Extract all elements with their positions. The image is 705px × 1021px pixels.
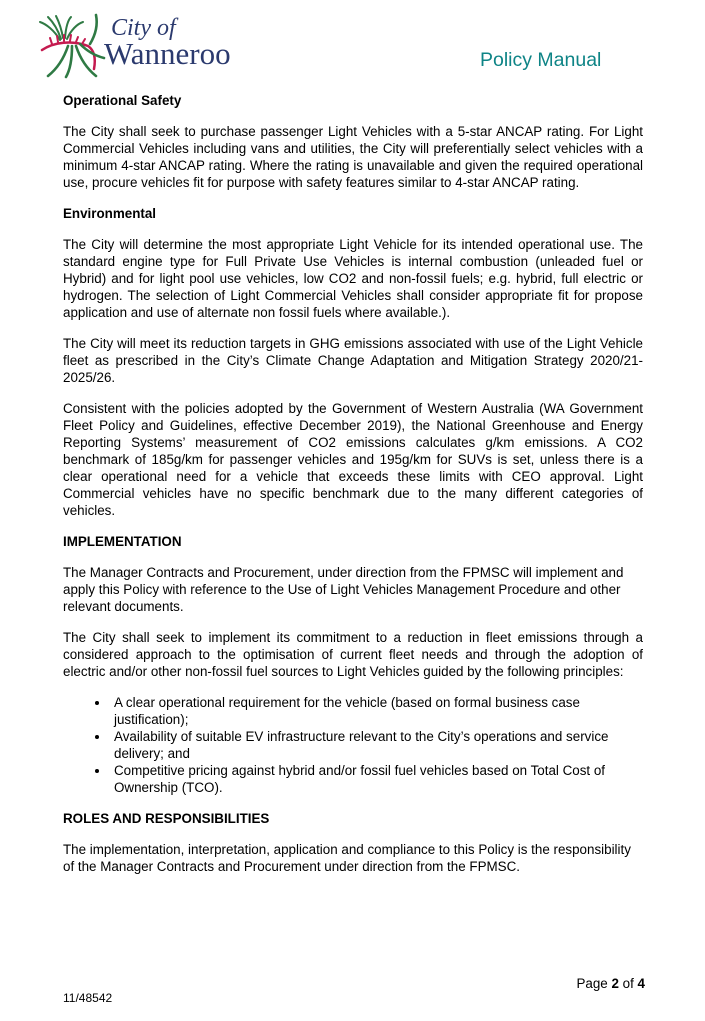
section-heading: IMPLEMENTATION — [63, 534, 182, 549]
page-label: Page — [576, 976, 608, 991]
section-heading: Environmental — [63, 206, 157, 221]
of-label: of — [622, 976, 634, 991]
paragraph: The implementation, interpretation, application and compliance to this Policy is the responsibility of the Manager Contracts and Procurement under direction from the FPMSC. — [63, 842, 631, 874]
paragraph: The City shall seek to implement its commitment to a reduction in fleet emissions through a considered approach to the optimisation of current fleet needs and through the adoption of electric and/or other non-fossil fuel sources to Light Vehicles guided by the following principles: — [63, 630, 643, 679]
logo-city-of: City of — [111, 15, 176, 41]
page-number — [63, 975, 645, 992]
logo-wanneroo: Wanneroo — [104, 36, 231, 71]
document-title: Policy Manual — [480, 49, 602, 71]
bullet-item: • Availability of suitable EV infrastructure relevant to the City’s operations and service delivery; and — [110, 728, 643, 762]
section-heading: ROLES AND RESPONSIBILITIES — [63, 811, 270, 826]
section-heading: Operational Safety — [63, 93, 182, 108]
current-page: 2 — [611, 976, 619, 991]
kangaroo-paw-flower-icon — [38, 13, 108, 79]
document-number: 11/48542 — [63, 991, 113, 1005]
paragraph: The City will determine the most appropriate Light Vehicle for its intended operational use. The standard engine type for Full Private Use Vehicles is internal combustion (unleaded fuel or Hybrid) and for light pool use vehicles, low CO2 and non-fossil fuels; e.g. hybrid, full electric or hydrogen. The selection of Light Commercial Vehicles shall consider appropriate fit for propose application and use of alternate non fossil fuels where available.). — [63, 237, 643, 320]
bullet-item: • Competitive pricing against hybrid and/or fossil fuel vehicles based on Total Cost of Ownership (TCO). — [110, 762, 643, 796]
paragraph: Consistent with the policies adopted by the Government of Western Australia (WA Government Fleet Policy and Guidelines, effective December 2019), the National Greenhouse and Energy Reporting Systems’ measurement of CO2 emissions calculates g/km emissions. A CO2 benchmark of 185g/km for passenger vehicles and 195g/km for SUVs is set, unless there is a clear operational need for a vehicle that exceeds these limits with CEO approval. Light Commercial vehicles have no specific benchmark due to the many different categories of vehicles. — [63, 401, 643, 518]
document-body — [63, 92, 643, 889]
logo-wordmark — [104, 16, 231, 69]
paragraph: The City shall seek to purchase passenger Light Vehicles with a 5-star ANCAP rating. For Light Commercial Vehicles including vans and utilities, the City will preferentially select vehicles with a minimum 4-star ANCAP rating. Where the rating is unavailable and given the required operational use, procure vehicles fit for purpose with safety features similar to 4-star ANCAP rating. — [63, 124, 643, 190]
paragraph: The Manager Contracts and Procurement, under direction from the FPMSC will implement and apply this Policy with reference to the Use of Light Vehicles Management Procedure and other relevant documents. — [63, 565, 624, 614]
total-pages: 4 — [637, 976, 645, 991]
bullet-list — [63, 694, 643, 796]
paragraph: The City will meet its reduction targets in GHG emissions associated with use of the Light Vehicle fleet as prescribed in the City’s Climate Change Adaptation and Mitigation Strategy 2020/21-2025/26. — [63, 336, 643, 385]
bullet-item: • A clear operational requirement for the vehicle (based on formal business case justification); — [110, 694, 643, 728]
